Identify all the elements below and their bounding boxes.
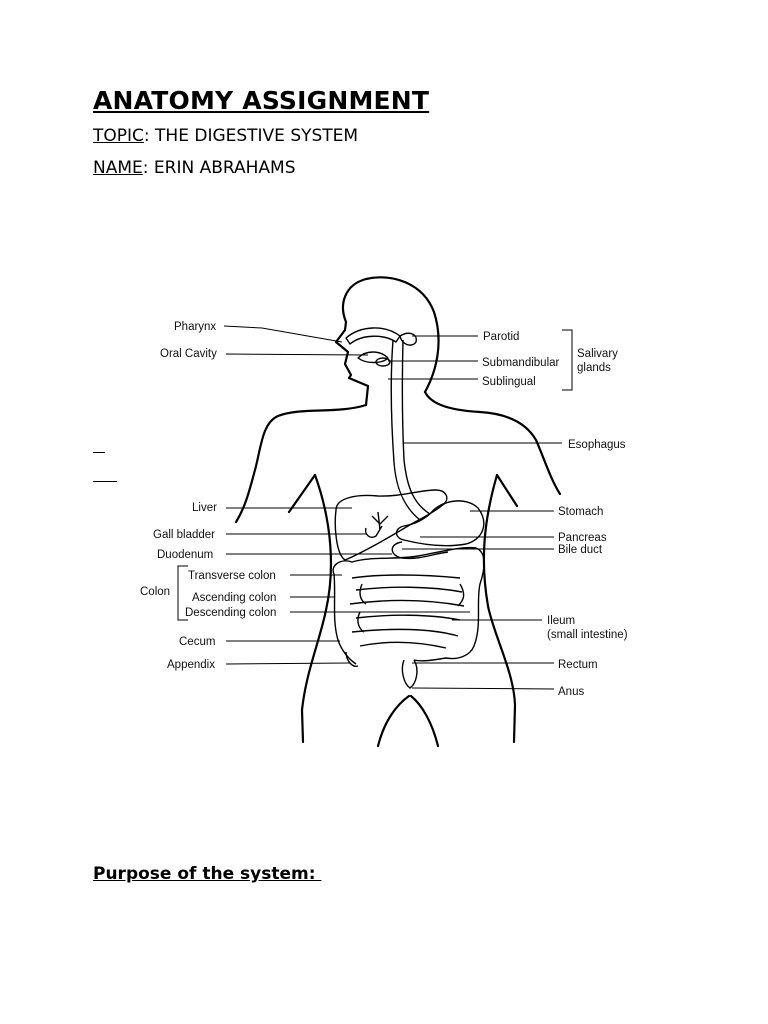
label-anus: Anus	[558, 686, 585, 698]
label-esophagus: Esophagus	[568, 439, 626, 451]
label-oral-cavity: Oral Cavity	[160, 348, 217, 360]
oral-cavity-shape	[346, 328, 400, 344]
topic-label: TOPIC	[93, 126, 144, 146]
purpose-heading: Purpose of the system:	[93, 864, 322, 884]
right-torso-side	[484, 475, 515, 742]
label-ascending-colon: Ascending colon	[192, 592, 277, 604]
label-bile-duct: Bile duct	[558, 544, 603, 556]
label-sublingual: Sublingual	[482, 376, 536, 388]
left-leg-inner	[378, 696, 409, 746]
label-parotid: Parotid	[483, 331, 520, 343]
topic-value: : THE DIGESTIVE SYSTEM	[143, 126, 359, 146]
body-outline	[236, 277, 560, 746]
label-descending-colon: Descending colon	[185, 607, 277, 619]
label-pharynx: Pharynx	[174, 321, 217, 333]
label-appendix: Appendix	[167, 659, 215, 671]
label-pancreas: Pancreas	[558, 532, 607, 544]
label-rectum: Rectum	[558, 659, 598, 671]
label-glands: glands	[577, 362, 611, 374]
right-leg-inner	[411, 696, 438, 746]
document-title: ANATOMY ASSIGNMENT	[93, 86, 430, 115]
label-submandibular: Submandibular	[482, 357, 560, 369]
label-ileum: Ileum	[547, 615, 576, 627]
label-small-intestine: (small intestine)	[547, 629, 628, 641]
left-arm-inner	[289, 475, 315, 512]
diagram-labels	[140, 321, 628, 698]
left-shoulder	[236, 405, 366, 522]
rectum-shape	[402, 660, 417, 688]
right-arm-inner	[497, 475, 517, 506]
gall-bladder-shape	[366, 512, 388, 537]
left-torso-side	[302, 475, 331, 742]
name-label: NAME	[93, 158, 143, 178]
name-value: : ERIN ABRAHAMS	[142, 158, 296, 178]
label-transverse-colon: Transverse colon	[188, 570, 276, 582]
anus-leader	[412, 688, 554, 689]
label-gall-bladder: Gall bladder	[153, 529, 216, 541]
label-colon: Colon	[140, 586, 171, 598]
tongue-shape	[358, 352, 388, 363]
label-stomach: Stomach	[558, 506, 604, 518]
salivary-bracket	[562, 330, 572, 390]
pharynx-leader	[224, 326, 342, 342]
label-duodenum: Duodenum	[157, 549, 214, 561]
appendix-leader	[226, 663, 350, 664]
label-liver: Liver	[192, 502, 217, 514]
appendix-shape	[346, 652, 358, 666]
label-salivary: Salivary	[577, 348, 618, 360]
label-cecum: Cecum	[179, 636, 216, 648]
head-outline	[336, 277, 439, 405]
